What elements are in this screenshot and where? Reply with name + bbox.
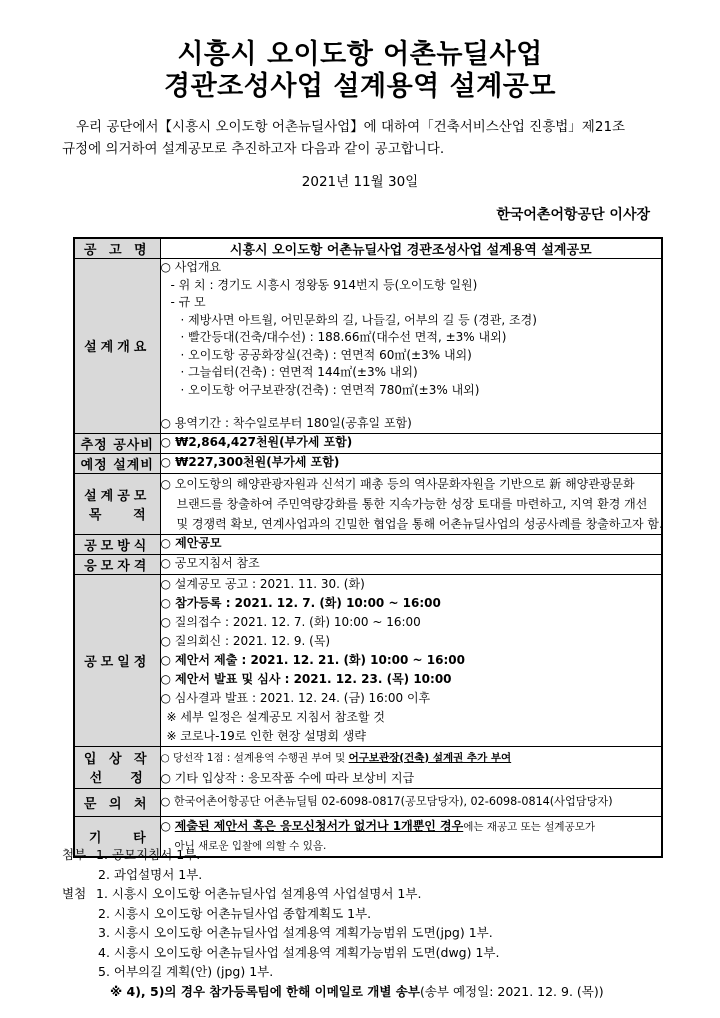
attachment-item <box>62 845 682 865</box>
other-bullet: ○ <box>160 818 175 833</box>
attachments-label: 첨부 <box>62 847 87 862</box>
eligibility-value: ○ 공모지침서 참조 <box>160 554 662 574</box>
overview-line: ○ 용역기간 : 착수일로부터 180일(공휴일 포함) <box>160 416 412 430</box>
appendix-text: 4. 시흥시 오이도항 어촌뉴딜사업 설계용역 계획가능범위 도면(dwg) 1부. <box>98 944 500 960</box>
row-notice <box>74 238 662 259</box>
row-award <box>74 746 662 788</box>
appendix-note <box>62 982 682 1002</box>
method-value: ○ 제안공모 <box>160 534 662 554</box>
issuer: 한국어촌어항공단 이사장 <box>496 207 650 223</box>
attachment-text: 1. 공모지침서 1부. <box>96 847 201 862</box>
label-eligibility: 응모자격 <box>74 554 160 574</box>
appendix-text: 3. 시흥시 오이도항 어촌뉴딜사업 설계용역 계획가능범위 도면(jpg) 1부. <box>98 925 493 940</box>
label-award-2: 선 정 <box>89 771 145 786</box>
label-fee: 예정 설계비 <box>74 453 160 473</box>
notice-table <box>73 237 663 858</box>
overview-line: · 오이도항 공공화장실(건축) : 연면적 60㎡(±3% 내외) <box>180 347 472 362</box>
appendix-item <box>62 943 682 963</box>
schedule-item: ○ 질의회신 : 2021. 12. 9. (목) <box>160 633 331 648</box>
other-line-2: 아닌 새로운 입찰에 의할 수 있음. <box>174 839 327 852</box>
row-schedule <box>74 574 662 746</box>
row-purpose <box>74 473 662 534</box>
schedule-item: ○ 질의접수 : 2021. 12. 7. (화) 10:00 ~ 16:00 <box>160 614 421 629</box>
appendix-text: 5. 어부의길 계획(안) (jpg) 1부. <box>98 964 274 979</box>
appendix-label: 별첨 <box>62 886 87 901</box>
schedule-item: ○ 참가등록 : 2021. 12. 7. (화) 10:00 ~ 16:00 <box>160 595 441 610</box>
purpose-content <box>160 473 662 534</box>
schedule-item: ○ 설계공모 공고 : 2021. 11. 30. (화) <box>160 576 365 591</box>
label-other: 기 타 <box>74 816 160 857</box>
purpose-line: 브랜드를 창출하여 주민역량강화를 통한 지속가능한 성장 토대를 마련하고, 지역 환경 개선 <box>176 496 648 511</box>
row-cost <box>74 433 662 453</box>
other-emphasis: 제출된 제안서 혹은 응모신청서가 없거나 1개뿐인 경우 <box>174 818 464 833</box>
appendix-item <box>62 923 682 943</box>
award-line-2: ○ 기타 입상작 : 응모작품 수에 따라 보상비 지급 <box>160 770 415 785</box>
label-cost: 추정 공사비 <box>74 433 160 453</box>
other-line-1 <box>161 817 662 837</box>
attachments <box>62 845 682 1001</box>
appendix-item <box>62 884 682 904</box>
row-fee <box>74 453 662 473</box>
appendix-text: 1. 시흥시 오이도항 어촌뉴딜사업 설계용역 사업설명서 1부. <box>96 886 422 901</box>
row-overview <box>74 259 662 434</box>
schedule-item: ○ 심사결과 발표 : 2021. 12. 24. (금) 16:00 이후 <box>160 690 431 705</box>
label-notice: 공 고 명 <box>74 238 160 259</box>
schedule-item: ○ 제안서 발표 및 심사 : 2021. 12. 23. (목) 10:00 <box>160 671 452 686</box>
overview-line: · 오이도항 어구보관장(건축) : 연면적 780㎡(±3% 내외) <box>180 382 480 397</box>
attachment-text: 2. 과업설명서 1부. <box>98 866 203 882</box>
award-winner-text: ○ 당선작 1점 : 설계용역 수행권 부여 및 <box>160 751 349 764</box>
label-overview: 설계개요 <box>74 259 160 434</box>
fee-value: ○ ₩227,300천원(부가세 포함) <box>160 453 662 473</box>
title-line-2: 경관조성사업 설계용역 설계공모 <box>164 71 556 102</box>
row-eligibility <box>74 554 662 574</box>
label-purpose-1: 설계공모 <box>84 488 151 504</box>
notice-name: 시흥시 오이도항 어촌뉴딜사업 경관조성사업 설계용역 설계공모 <box>160 238 662 259</box>
schedule-item: ○ 제안서 제출 : 2021. 12. 21. (화) 10:00 ~ 16:00 <box>160 652 465 667</box>
appendix-text: 2. 시흥시 오이도항 어촌뉴딜사업 종합계획도 1부. <box>98 905 372 921</box>
intro-line-2: 규정에 의거하여 설계공모로 추진하고자 다음과 같이 공고합니다. <box>62 141 445 157</box>
label-purpose <box>74 473 160 534</box>
label-award <box>74 746 160 788</box>
appendix-note-rest: (송부 예정일: 2021. 12. 9. (목)) <box>419 983 604 999</box>
overview-line: ○ 사업개요 <box>160 260 222 274</box>
row-method <box>74 534 662 554</box>
label-method: 공모방식 <box>74 534 160 554</box>
attachment-item <box>62 865 682 885</box>
award-content <box>160 746 662 788</box>
appendix-item <box>62 962 682 982</box>
overview-line: · 빨간등대(건축/대수선) : 188.66㎡(대수선 면적, ±3% 내외) <box>180 330 507 344</box>
overview-line: - 위 치 : 경기도 시흥시 정왕동 914번지 등(오이도항 일원) <box>170 277 478 292</box>
appendix-item <box>62 904 682 924</box>
award-extra-right: 어구보관장(건축) 설계권 추가 부여 <box>348 751 512 764</box>
notice-date: 2021년 11월 30일 <box>301 174 419 190</box>
overview-line: - 규 모 <box>170 295 206 309</box>
schedule-content <box>160 574 662 746</box>
overview-line: · 그늘쉼터(건축) : 연면적 144㎡(±3% 내외) <box>180 365 418 379</box>
other-rest: 에는 재공고 또는 설계공모가 <box>463 820 595 833</box>
award-line-1 <box>161 747 662 768</box>
purpose-line: 및 경쟁력 확보, 연계사업과의 긴밀한 협업을 통해 어촌뉴딜사업의 성공사례를 창출하고자 함. <box>176 516 663 531</box>
purpose-line: ○ 오이도항의 해양관광자원과 신석기 패총 등의 역사문화자원을 기반으로 新 해양관광문화 <box>160 476 635 491</box>
label-award-1: 입 상 작 <box>83 752 151 767</box>
contact-value: ○ 한국어촌어항공단 어촌뉴딜팀 02-6098-0817(공모담당자), 02-6098-0814(사업담당자) <box>160 788 662 816</box>
intro-paragraph <box>62 116 672 160</box>
title-line-1: 시흥시 오이도항 어촌뉴딜사업 <box>177 39 543 70</box>
appendix-note-bold: ※ 4), 5)의 경우 참가등록팀에 한해 이메일로 개별 송부 <box>110 983 420 999</box>
label-purpose-2: 목 적 <box>88 507 146 523</box>
row-contact <box>74 788 662 816</box>
overview-line: · 제방사면 아트월, 어민문화의 길, 나들길, 어부의 길 등 (경관, 조경) <box>180 312 537 327</box>
overview-content <box>160 259 662 434</box>
intro-line-1: 우리 공단에서【시흥시 오이도항 어촌뉴딜사업】에 대하여「건축서비스산업 진흥법」제21조 <box>76 119 626 135</box>
label-contact: 문 의 처 <box>74 788 160 816</box>
schedule-note: ※ 코로나-19로 인한 현장 설명회 생략 <box>166 728 366 743</box>
cost-value: ○ ₩2,864,427천원(부가세 포함) <box>160 433 662 453</box>
label-schedule: 공모일정 <box>74 574 160 746</box>
schedule-note: ※ 세부 일정은 설계공모 지침서 참조할 것 <box>166 709 385 724</box>
